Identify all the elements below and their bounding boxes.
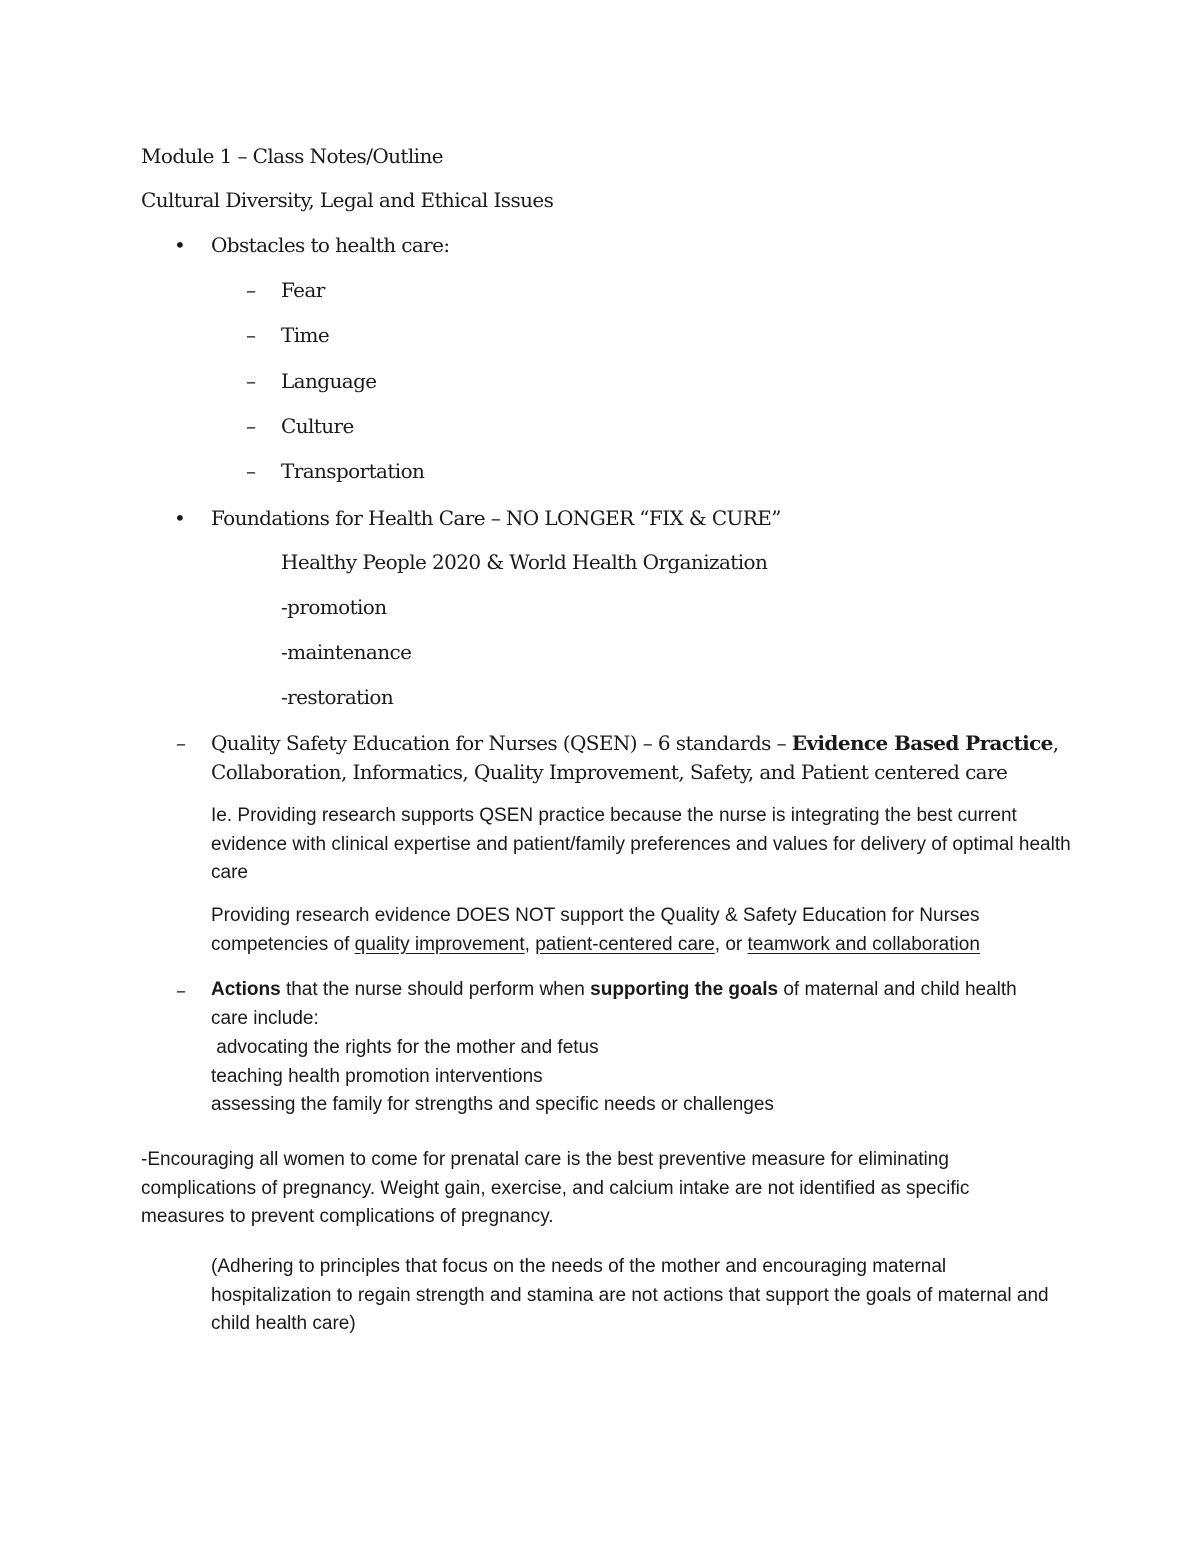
actions-goals-bold: supporting the goals — [590, 979, 779, 1000]
obstacle-item: Fear — [281, 278, 325, 302]
qsen-comma: , — [1052, 731, 1059, 755]
competency-teamwork: teamwork and collaboration — [747, 934, 980, 955]
actions-item: teaching health promotion interventions — [211, 1066, 543, 1087]
prenatal-paragraph: -Encouraging all women to come for prenatal care is the best preventive measure for eliminating complications of pregnancy. Weight gain, exercise, and calcium intake are not identified as specific measures to prevent complications of pregnancy. — [141, 1149, 970, 1227]
obstacle-item: Transportation — [281, 459, 425, 483]
foundations-item: -restoration — [281, 685, 394, 709]
separator: , or — [714, 934, 748, 955]
dash-marker: – — [246, 278, 256, 302]
actions-text: that the nurse should perform when — [280, 979, 591, 1000]
foundations-heading: Foundations for Health Care – NO LONGER “FIX & CURE” — [211, 506, 781, 530]
foundations-item: -promotion — [281, 595, 387, 619]
separator: , — [524, 934, 536, 955]
dash-marker: – — [176, 731, 186, 755]
dash-marker: – — [176, 978, 186, 1002]
actions-line1 — [211, 976, 1017, 1005]
closing-note: (Adhering to principles that focus on the needs of the mother and encouraging maternal hospitalization to regain strength and stamina are not actions that support the goals of maternal and child health care) — [211, 1256, 1049, 1334]
actions-bold: Actions — [211, 979, 281, 1000]
bullet-marker: • — [174, 506, 186, 530]
document-title: Module 1 – Class Notes/Outline — [141, 144, 443, 168]
qsen-note2-prefix: competencies of — [211, 934, 355, 955]
obstacle-item: Culture — [281, 414, 354, 438]
qsen-line2: Collaboration, Informatics, Quality Improvement, Safety, and Patient centered care — [211, 760, 1008, 784]
qsen-line1 — [211, 729, 1059, 757]
competency-quality-improvement: quality improvement — [354, 934, 525, 955]
document-subtitle: Cultural Diversity, Legal and Ethical Issues — [141, 188, 554, 212]
qsen-emphasis: Evidence Based Practice — [791, 731, 1053, 755]
obstacles-heading: Obstacles to health care: — [211, 233, 450, 257]
actions-line2: care include: — [211, 1008, 319, 1029]
dash-marker: – — [246, 459, 256, 483]
actions-text: of maternal and child health — [778, 979, 1017, 1000]
qsen-text: Quality Safety Education for Nurses (QSEN) – 6 standards – — [211, 731, 792, 755]
dash-marker: – — [246, 369, 256, 393]
obstacle-item: Time — [281, 323, 330, 347]
qsen-note2-line1: Providing research evidence DOES NOT support the Quality & Safety Education for Nurses — [211, 905, 980, 926]
obstacle-item: Language — [281, 369, 377, 393]
actions-item: advocating the rights for the mother and fetus — [211, 1037, 599, 1058]
qsen-note: Ie. Providing research supports QSEN practice because the nurse is integrating the best current evidence with clinical expertise and patient/family preferences and values for delivery of optimal health care — [211, 805, 1071, 883]
qsen-note2-line2 — [211, 931, 980, 960]
dash-marker: – — [246, 323, 256, 347]
foundations-subheading: Healthy People 2020 & World Health Organization — [281, 550, 768, 574]
actions-item: assessing the family for strengths and specific needs or challenges — [211, 1094, 774, 1115]
bullet-marker: • — [174, 233, 186, 257]
foundations-item: -maintenance — [281, 640, 412, 664]
competency-patient-centered-care: patient-centered care — [535, 934, 715, 955]
dash-marker: – — [246, 414, 256, 438]
